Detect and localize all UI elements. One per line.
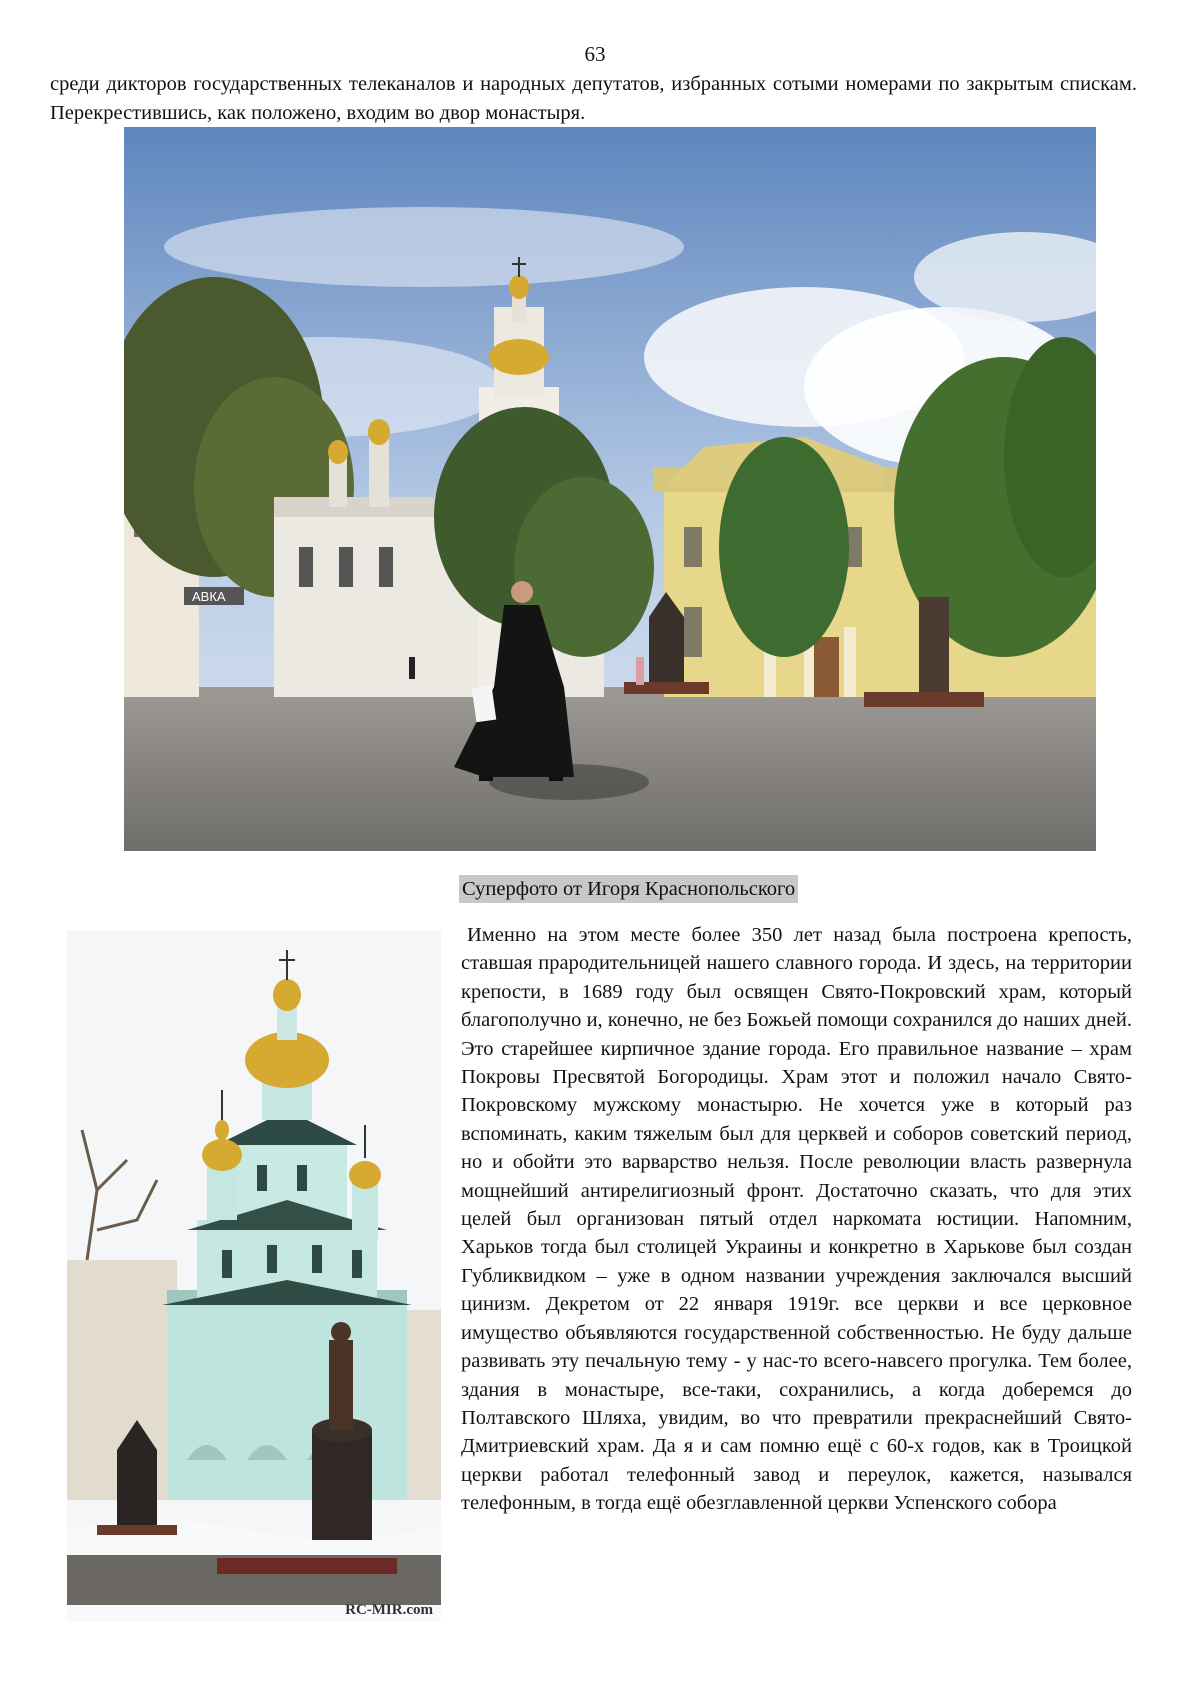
cathedral-winter-photo (67, 930, 441, 1622)
shop-sign: АВКА (192, 589, 226, 604)
photo-caption: Суперфото от Игоря Краснопольского (459, 875, 798, 903)
watermark: RC-MIR.com (345, 1602, 433, 1618)
page-number: 63 (584, 42, 606, 66)
intro-paragraph: среди дикторов государственных телеканалов и народных депутатов, избранных сотыми номерами по закрытым спискам. Перекрестившись, как положено, входим во двор монастыря. (50, 73, 1137, 124)
monastery-courtyard-photo (124, 127, 1096, 851)
body-paragraph: Именно на этом месте более 350 лет назад была построена крепость, ставшая прародительницей нашего славного города. И здесь, на территории крепости, в 1689 году был освящен Свято-Покровский храм, который благополучно и, конечно, не без Божьей помощи сохранился до наших дней. Это старейшее кирпичное здание города. Его правильное название – храм Покровы Пресвятой Богородицы. Храм этот и положил начало Свято-Покровскому мужскому монастырю. Не хочется уже в который раз вспоминать, каким тяжелым был для церквей и соборов советский период, но и обойти это варварство нельзя. После революции власть развернула мощнейший антирелигиозный фронт. Достаточно сказать, что для этих целей был организован пятый отдел наркомата юстиции. Напомним, Харьков тогда был столицей Украины и конкретно в Харькове был создан Губликвидком – уже в одном названии учреждения заключался высший цинизм. Декретом от 22 января 1919г. все церкви и все церковное имущество объявляются государственной собственностью. Не буду дальше развивать эту печальную тему - у нас-то всего-навсего прогулка. Тем более, здания в монастыре, все-таки, сохранились, а когда доберемся до Полтавского Шляха, увидим, во что превратили прекраснейший Свято-Дмитриевский храм. Да я и сам помню ещё с 60-х годов, как в Троицкой церкви работал телефонный завод и переулок, кажется, назывался телефонным, в тогда ещё обезглавленной церкви Успенского собора (461, 924, 1132, 1515)
